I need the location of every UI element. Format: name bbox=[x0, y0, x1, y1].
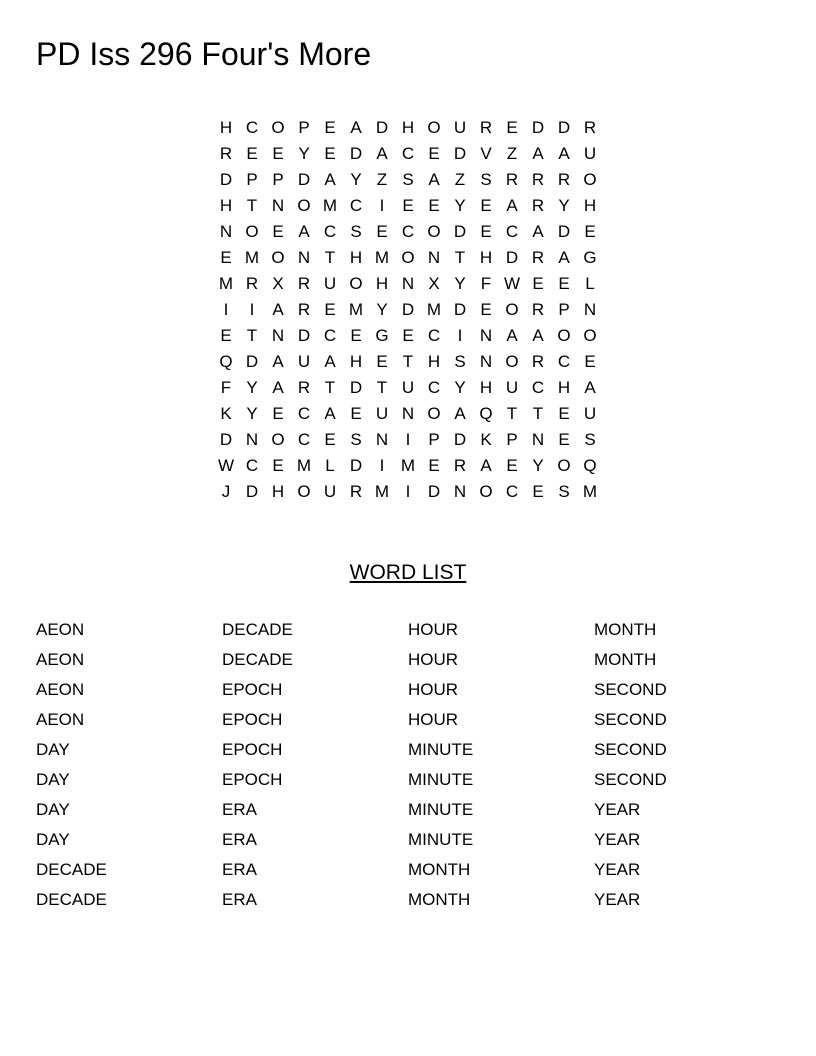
grid-letter: D bbox=[349, 456, 363, 475]
grid-row bbox=[213, 167, 603, 193]
grid-letter: E bbox=[506, 456, 518, 475]
word-list-item: ERA bbox=[222, 800, 257, 819]
grid-letter: C bbox=[323, 222, 337, 241]
grid-letter: Z bbox=[506, 144, 518, 163]
grid-letter: D bbox=[505, 248, 519, 267]
grid-letter: I bbox=[457, 326, 463, 345]
grid-letter: C bbox=[349, 196, 363, 215]
grid-letter: D bbox=[245, 352, 259, 371]
grid-letter: H bbox=[219, 118, 233, 137]
grid-letter: E bbox=[350, 326, 362, 345]
grid-letter: A bbox=[558, 144, 570, 163]
grid-letter: M bbox=[400, 456, 416, 475]
word-list-item: ERA bbox=[222, 860, 257, 879]
word-list-item: SECOND bbox=[594, 680, 667, 699]
grid-letter: A bbox=[350, 118, 362, 137]
word-list-item: YEAR bbox=[594, 890, 641, 909]
word-list-item: HOUR bbox=[408, 710, 459, 729]
grid-letter: A bbox=[532, 222, 544, 241]
grid-letter: A bbox=[324, 352, 336, 371]
grid-letter: A bbox=[532, 326, 544, 345]
grid-letter: E bbox=[558, 274, 570, 293]
grid-letter: R bbox=[531, 248, 545, 267]
word-list-item: DAY bbox=[36, 800, 70, 819]
grid-letter: S bbox=[350, 222, 362, 241]
grid-letter: O bbox=[245, 222, 259, 241]
grid-letter: U bbox=[323, 482, 337, 501]
grid-letter: O bbox=[557, 456, 571, 475]
grid-letter: U bbox=[583, 404, 597, 423]
grid-letter: C bbox=[427, 326, 441, 345]
word-list-heading: WORD LIST bbox=[349, 561, 467, 584]
word-list-item: HOUR bbox=[408, 680, 459, 699]
grid-row bbox=[213, 141, 603, 167]
grid-letter: A bbox=[454, 404, 466, 423]
grid-letter: D bbox=[219, 430, 233, 449]
grid-letter: U bbox=[583, 144, 597, 163]
grid-letter: C bbox=[297, 430, 311, 449]
grid-letter: M bbox=[374, 248, 390, 267]
word-list-item: EPOCH bbox=[222, 710, 283, 729]
grid-letter: E bbox=[220, 248, 232, 267]
grid-letter: F bbox=[220, 378, 232, 397]
grid-letter: N bbox=[401, 404, 415, 423]
grid-letter: T bbox=[324, 378, 336, 397]
grid-letter: U bbox=[323, 274, 337, 293]
grid-letter: N bbox=[271, 326, 285, 345]
grid-letter: C bbox=[557, 352, 571, 371]
grid-letter: R bbox=[531, 300, 545, 319]
grid-letter: R bbox=[557, 170, 571, 189]
grid-letter: D bbox=[427, 482, 441, 501]
grid-letter: E bbox=[350, 404, 362, 423]
grid-letter: O bbox=[271, 118, 285, 137]
grid-letter: P bbox=[428, 430, 440, 449]
grid-letter: O bbox=[583, 170, 597, 189]
grid-letter: N bbox=[219, 222, 233, 241]
grid-letter: A bbox=[584, 378, 596, 397]
grid-letter: M bbox=[244, 248, 260, 267]
grid-letter: R bbox=[531, 170, 545, 189]
grid-letter: T bbox=[506, 404, 518, 423]
grid-row bbox=[213, 401, 603, 427]
grid-letter: I bbox=[379, 196, 385, 215]
grid-letter: D bbox=[349, 144, 363, 163]
word-list-item: MONTH bbox=[594, 650, 657, 669]
grid-letter: M bbox=[374, 482, 390, 501]
grid-letter: N bbox=[245, 430, 259, 449]
grid-row bbox=[213, 375, 603, 401]
grid-letter: I bbox=[249, 300, 255, 319]
grid-letter: T bbox=[532, 404, 544, 423]
grid-letter: D bbox=[531, 118, 545, 137]
grid-letter: D bbox=[453, 300, 467, 319]
grid-letter: D bbox=[297, 326, 311, 345]
word-list-item: ERA bbox=[222, 830, 257, 849]
grid-letter: H bbox=[349, 352, 363, 371]
grid-letter: D bbox=[245, 482, 259, 501]
grid-letter: E bbox=[324, 430, 336, 449]
grid-letter: A bbox=[272, 352, 284, 371]
grid-letter: K bbox=[220, 404, 232, 423]
grid-letter: S bbox=[584, 430, 596, 449]
word-list-item: DECADE bbox=[36, 860, 107, 879]
grid-letter: A bbox=[506, 326, 518, 345]
grid-letter: N bbox=[401, 274, 415, 293]
grid-letter: E bbox=[246, 144, 258, 163]
grid-letter: E bbox=[324, 300, 336, 319]
word-list-item: DECADE bbox=[36, 890, 107, 909]
word-list-item: EPOCH bbox=[222, 680, 283, 699]
grid-letter: H bbox=[375, 274, 389, 293]
grid-letter: N bbox=[583, 300, 597, 319]
grid-letter: P bbox=[298, 118, 310, 137]
word-list-item: DECADE bbox=[222, 650, 293, 669]
word-list-item: HOUR bbox=[408, 650, 459, 669]
grid-letter: C bbox=[427, 378, 441, 397]
grid-letter: O bbox=[479, 482, 493, 501]
grid-row bbox=[213, 427, 603, 453]
grid-letter: Z bbox=[376, 170, 388, 189]
word-list-item: YEAR bbox=[594, 830, 641, 849]
grid-letter: M bbox=[582, 482, 598, 501]
grid-letter: E bbox=[558, 404, 570, 423]
word-list-item: SECOND bbox=[594, 770, 667, 789]
grid-letter: R bbox=[349, 482, 363, 501]
grid-letter: N bbox=[531, 430, 545, 449]
grid-letter: H bbox=[479, 248, 493, 267]
grid-letter: D bbox=[401, 300, 415, 319]
grid-letter: H bbox=[219, 196, 233, 215]
grid-letter: I bbox=[223, 300, 229, 319]
grid-letter: J bbox=[221, 482, 231, 501]
grid-letter: C bbox=[401, 222, 415, 241]
grid-letter: N bbox=[453, 482, 467, 501]
grid-letter: R bbox=[479, 118, 493, 137]
grid-row bbox=[213, 479, 603, 505]
grid-letter: C bbox=[531, 378, 545, 397]
grid-letter: Y bbox=[454, 196, 466, 215]
grid-letter: E bbox=[532, 274, 544, 293]
grid-letter: S bbox=[350, 430, 362, 449]
grid-letter: P bbox=[272, 170, 284, 189]
grid-letter: D bbox=[453, 222, 467, 241]
grid-letter: D bbox=[375, 118, 389, 137]
word-list-item: YEAR bbox=[594, 860, 641, 879]
grid-letter: Y bbox=[376, 300, 388, 319]
grid-letter: U bbox=[297, 352, 311, 371]
grid-letter: H bbox=[401, 118, 415, 137]
grid-letter: T bbox=[402, 352, 414, 371]
word-list-item: MINUTE bbox=[408, 830, 474, 849]
grid-letter: O bbox=[505, 300, 519, 319]
grid-letter: A bbox=[532, 144, 544, 163]
grid-letter: P bbox=[558, 300, 570, 319]
grid-letter: Y bbox=[558, 196, 570, 215]
grid-letter: O bbox=[505, 352, 519, 371]
grid-letter: H bbox=[583, 196, 597, 215]
grid-letter: Y bbox=[454, 378, 466, 397]
grid-letter: R bbox=[531, 352, 545, 371]
grid-letter: A bbox=[376, 144, 388, 163]
grid-letter: S bbox=[454, 352, 466, 371]
grid-letter: A bbox=[324, 170, 336, 189]
grid-letter: A bbox=[558, 248, 570, 267]
grid-row bbox=[213, 193, 603, 219]
grid-letter: D bbox=[453, 430, 467, 449]
grid-letter: A bbox=[324, 404, 336, 423]
grid-letter: F bbox=[480, 274, 492, 293]
word-list-item: SECOND bbox=[594, 740, 667, 759]
grid-letter: R bbox=[245, 274, 259, 293]
grid-letter: H bbox=[427, 352, 441, 371]
grid-letter: A bbox=[298, 222, 310, 241]
grid-letter: A bbox=[428, 170, 440, 189]
grid-letter: E bbox=[272, 144, 284, 163]
grid-letter: A bbox=[506, 196, 518, 215]
grid-letter: N bbox=[375, 430, 389, 449]
grid-letter: A bbox=[272, 300, 284, 319]
grid-letter: R bbox=[531, 196, 545, 215]
grid-letter: N bbox=[479, 352, 493, 371]
grid-letter: R bbox=[505, 170, 519, 189]
grid-letter: E bbox=[376, 222, 388, 241]
grid-letter: S bbox=[558, 482, 570, 501]
word-list-item: DAY bbox=[36, 740, 70, 759]
grid-letter: D bbox=[557, 222, 571, 241]
grid-letter: D bbox=[557, 118, 571, 137]
grid-letter: U bbox=[375, 404, 389, 423]
word-list-item: MONTH bbox=[408, 890, 471, 909]
grid-letter: S bbox=[480, 170, 492, 189]
grid-letter: H bbox=[557, 378, 571, 397]
grid-letter: M bbox=[218, 274, 234, 293]
grid-letter: N bbox=[297, 248, 311, 267]
grid-letter: C bbox=[245, 456, 259, 475]
grid-letter: T bbox=[454, 248, 466, 267]
grid-letter: Y bbox=[532, 456, 544, 475]
grid-letter: W bbox=[217, 456, 235, 475]
grid-letter: R bbox=[453, 456, 467, 475]
word-list-item: ERA bbox=[222, 890, 257, 909]
grid-letter: K bbox=[480, 430, 492, 449]
grid-letter: E bbox=[376, 352, 388, 371]
word-list-item: MINUTE bbox=[408, 800, 474, 819]
grid-letter: R bbox=[297, 378, 311, 397]
grid-letter: O bbox=[271, 430, 285, 449]
word-list-item: DAY bbox=[36, 830, 70, 849]
grid-letter: L bbox=[585, 274, 595, 293]
word-list-item: YEAR bbox=[594, 800, 641, 819]
grid-letter: E bbox=[220, 326, 232, 345]
grid-letter: E bbox=[584, 352, 596, 371]
word-list-item: AEON bbox=[36, 680, 85, 699]
grid-letter: I bbox=[405, 482, 411, 501]
word-list-item: MONTH bbox=[408, 860, 471, 879]
grid-letter: O bbox=[349, 274, 363, 293]
grid-letter: E bbox=[428, 196, 440, 215]
word-list-item: HOUR bbox=[408, 620, 459, 639]
grid-letter: E bbox=[584, 222, 596, 241]
grid-letter: Y bbox=[246, 378, 258, 397]
grid-letter: N bbox=[479, 326, 493, 345]
grid-letter: G bbox=[583, 248, 597, 267]
grid-letter: D bbox=[297, 170, 311, 189]
grid-letter: E bbox=[506, 118, 518, 137]
grid-letter: O bbox=[297, 482, 311, 501]
grid-letter: Q bbox=[583, 456, 597, 475]
grid-letter: O bbox=[583, 326, 597, 345]
word-search-grid bbox=[213, 115, 603, 505]
page-title: PD Iss 296 Four's More bbox=[36, 36, 372, 72]
grid-letter: Z bbox=[454, 170, 466, 189]
grid-letter: Q bbox=[219, 352, 233, 371]
grid-letter: M bbox=[322, 196, 338, 215]
grid-letter: O bbox=[401, 248, 415, 267]
word-list-item: AEON bbox=[36, 710, 85, 729]
word-list-item: MINUTE bbox=[408, 770, 474, 789]
grid-letter: E bbox=[532, 482, 544, 501]
grid-letter: O bbox=[427, 118, 441, 137]
grid-letter: C bbox=[505, 482, 519, 501]
grid-letter: E bbox=[402, 196, 414, 215]
grid-letter: M bbox=[296, 456, 312, 475]
grid-letter: C bbox=[297, 404, 311, 423]
grid-letter: I bbox=[405, 430, 411, 449]
grid-letter: O bbox=[557, 326, 571, 345]
grid-row bbox=[213, 323, 603, 349]
grid-letter: D bbox=[349, 378, 363, 397]
grid-letter: Y bbox=[298, 144, 310, 163]
grid-letter: E bbox=[402, 326, 414, 345]
grid-letter: Y bbox=[350, 170, 362, 189]
word-list bbox=[36, 615, 780, 915]
word-list-item: SECOND bbox=[594, 710, 667, 729]
grid-letter: T bbox=[246, 196, 258, 215]
grid-letter: E bbox=[324, 144, 336, 163]
grid-letter: R bbox=[583, 118, 597, 137]
grid-letter: C bbox=[245, 118, 259, 137]
grid-letter: O bbox=[271, 248, 285, 267]
word-list-item: MINUTE bbox=[408, 740, 474, 759]
grid-letter: H bbox=[271, 482, 285, 501]
grid-letter: E bbox=[558, 430, 570, 449]
grid-letter: P bbox=[506, 430, 518, 449]
grid-letter: N bbox=[271, 196, 285, 215]
grid-letter: T bbox=[376, 378, 388, 397]
grid-letter: E bbox=[324, 118, 336, 137]
grid-letter: L bbox=[325, 456, 335, 475]
grid-letter: C bbox=[401, 144, 415, 163]
word-list-item: AEON bbox=[36, 620, 85, 639]
grid-row bbox=[213, 271, 603, 297]
grid-letter: H bbox=[479, 378, 493, 397]
grid-letter: T bbox=[246, 326, 258, 345]
grid-letter: R bbox=[297, 274, 311, 293]
word-list-item: MONTH bbox=[594, 620, 657, 639]
grid-letter: D bbox=[453, 144, 467, 163]
word-list-item: EPOCH bbox=[222, 740, 283, 759]
grid-row bbox=[213, 245, 603, 271]
grid-letter: Y bbox=[246, 404, 258, 423]
grid-row bbox=[213, 453, 603, 479]
grid-letter: E bbox=[272, 456, 284, 475]
grid-letter: A bbox=[272, 378, 284, 397]
grid-letter: H bbox=[349, 248, 363, 267]
grid-letter: M bbox=[426, 300, 442, 319]
grid-letter: E bbox=[272, 222, 284, 241]
grid-letter: C bbox=[323, 326, 337, 345]
grid-letter: O bbox=[297, 196, 311, 215]
grid-letter: E bbox=[480, 222, 492, 241]
grid-letter: S bbox=[402, 170, 414, 189]
grid-letter: Y bbox=[454, 274, 466, 293]
word-list-item: AEON bbox=[36, 650, 85, 669]
grid-letter: X bbox=[428, 274, 440, 293]
grid-letter: W bbox=[503, 274, 521, 293]
word-list-item: DAY bbox=[36, 770, 70, 789]
grid-letter: E bbox=[480, 300, 492, 319]
word-list-item: EPOCH bbox=[222, 770, 283, 789]
grid-row bbox=[213, 297, 603, 323]
grid-letter: Q bbox=[479, 404, 493, 423]
grid-row bbox=[213, 349, 603, 375]
grid-letter: G bbox=[375, 326, 389, 345]
grid-letter: O bbox=[427, 404, 441, 423]
grid-letter: T bbox=[324, 248, 336, 267]
grid-row bbox=[213, 219, 603, 245]
grid-letter: E bbox=[428, 144, 440, 163]
grid-letter: P bbox=[246, 170, 258, 189]
grid-letter: N bbox=[427, 248, 441, 267]
grid-letter: X bbox=[272, 274, 284, 293]
grid-letter: E bbox=[272, 404, 284, 423]
word-list-item: DECADE bbox=[222, 620, 293, 639]
grid-letter: D bbox=[219, 170, 233, 189]
grid-letter: E bbox=[428, 456, 440, 475]
grid-letter: U bbox=[505, 378, 519, 397]
grid-letter: V bbox=[480, 144, 492, 163]
grid-letter: R bbox=[219, 144, 233, 163]
grid-letter: I bbox=[379, 456, 385, 475]
grid-letter: U bbox=[401, 378, 415, 397]
grid-letter: A bbox=[480, 456, 492, 475]
grid-letter: O bbox=[427, 222, 441, 241]
grid-letter: C bbox=[505, 222, 519, 241]
grid-letter: U bbox=[453, 118, 467, 137]
grid-letter: M bbox=[348, 300, 364, 319]
grid-letter: R bbox=[297, 300, 311, 319]
grid-row bbox=[213, 115, 603, 141]
grid-letter: E bbox=[480, 196, 492, 215]
